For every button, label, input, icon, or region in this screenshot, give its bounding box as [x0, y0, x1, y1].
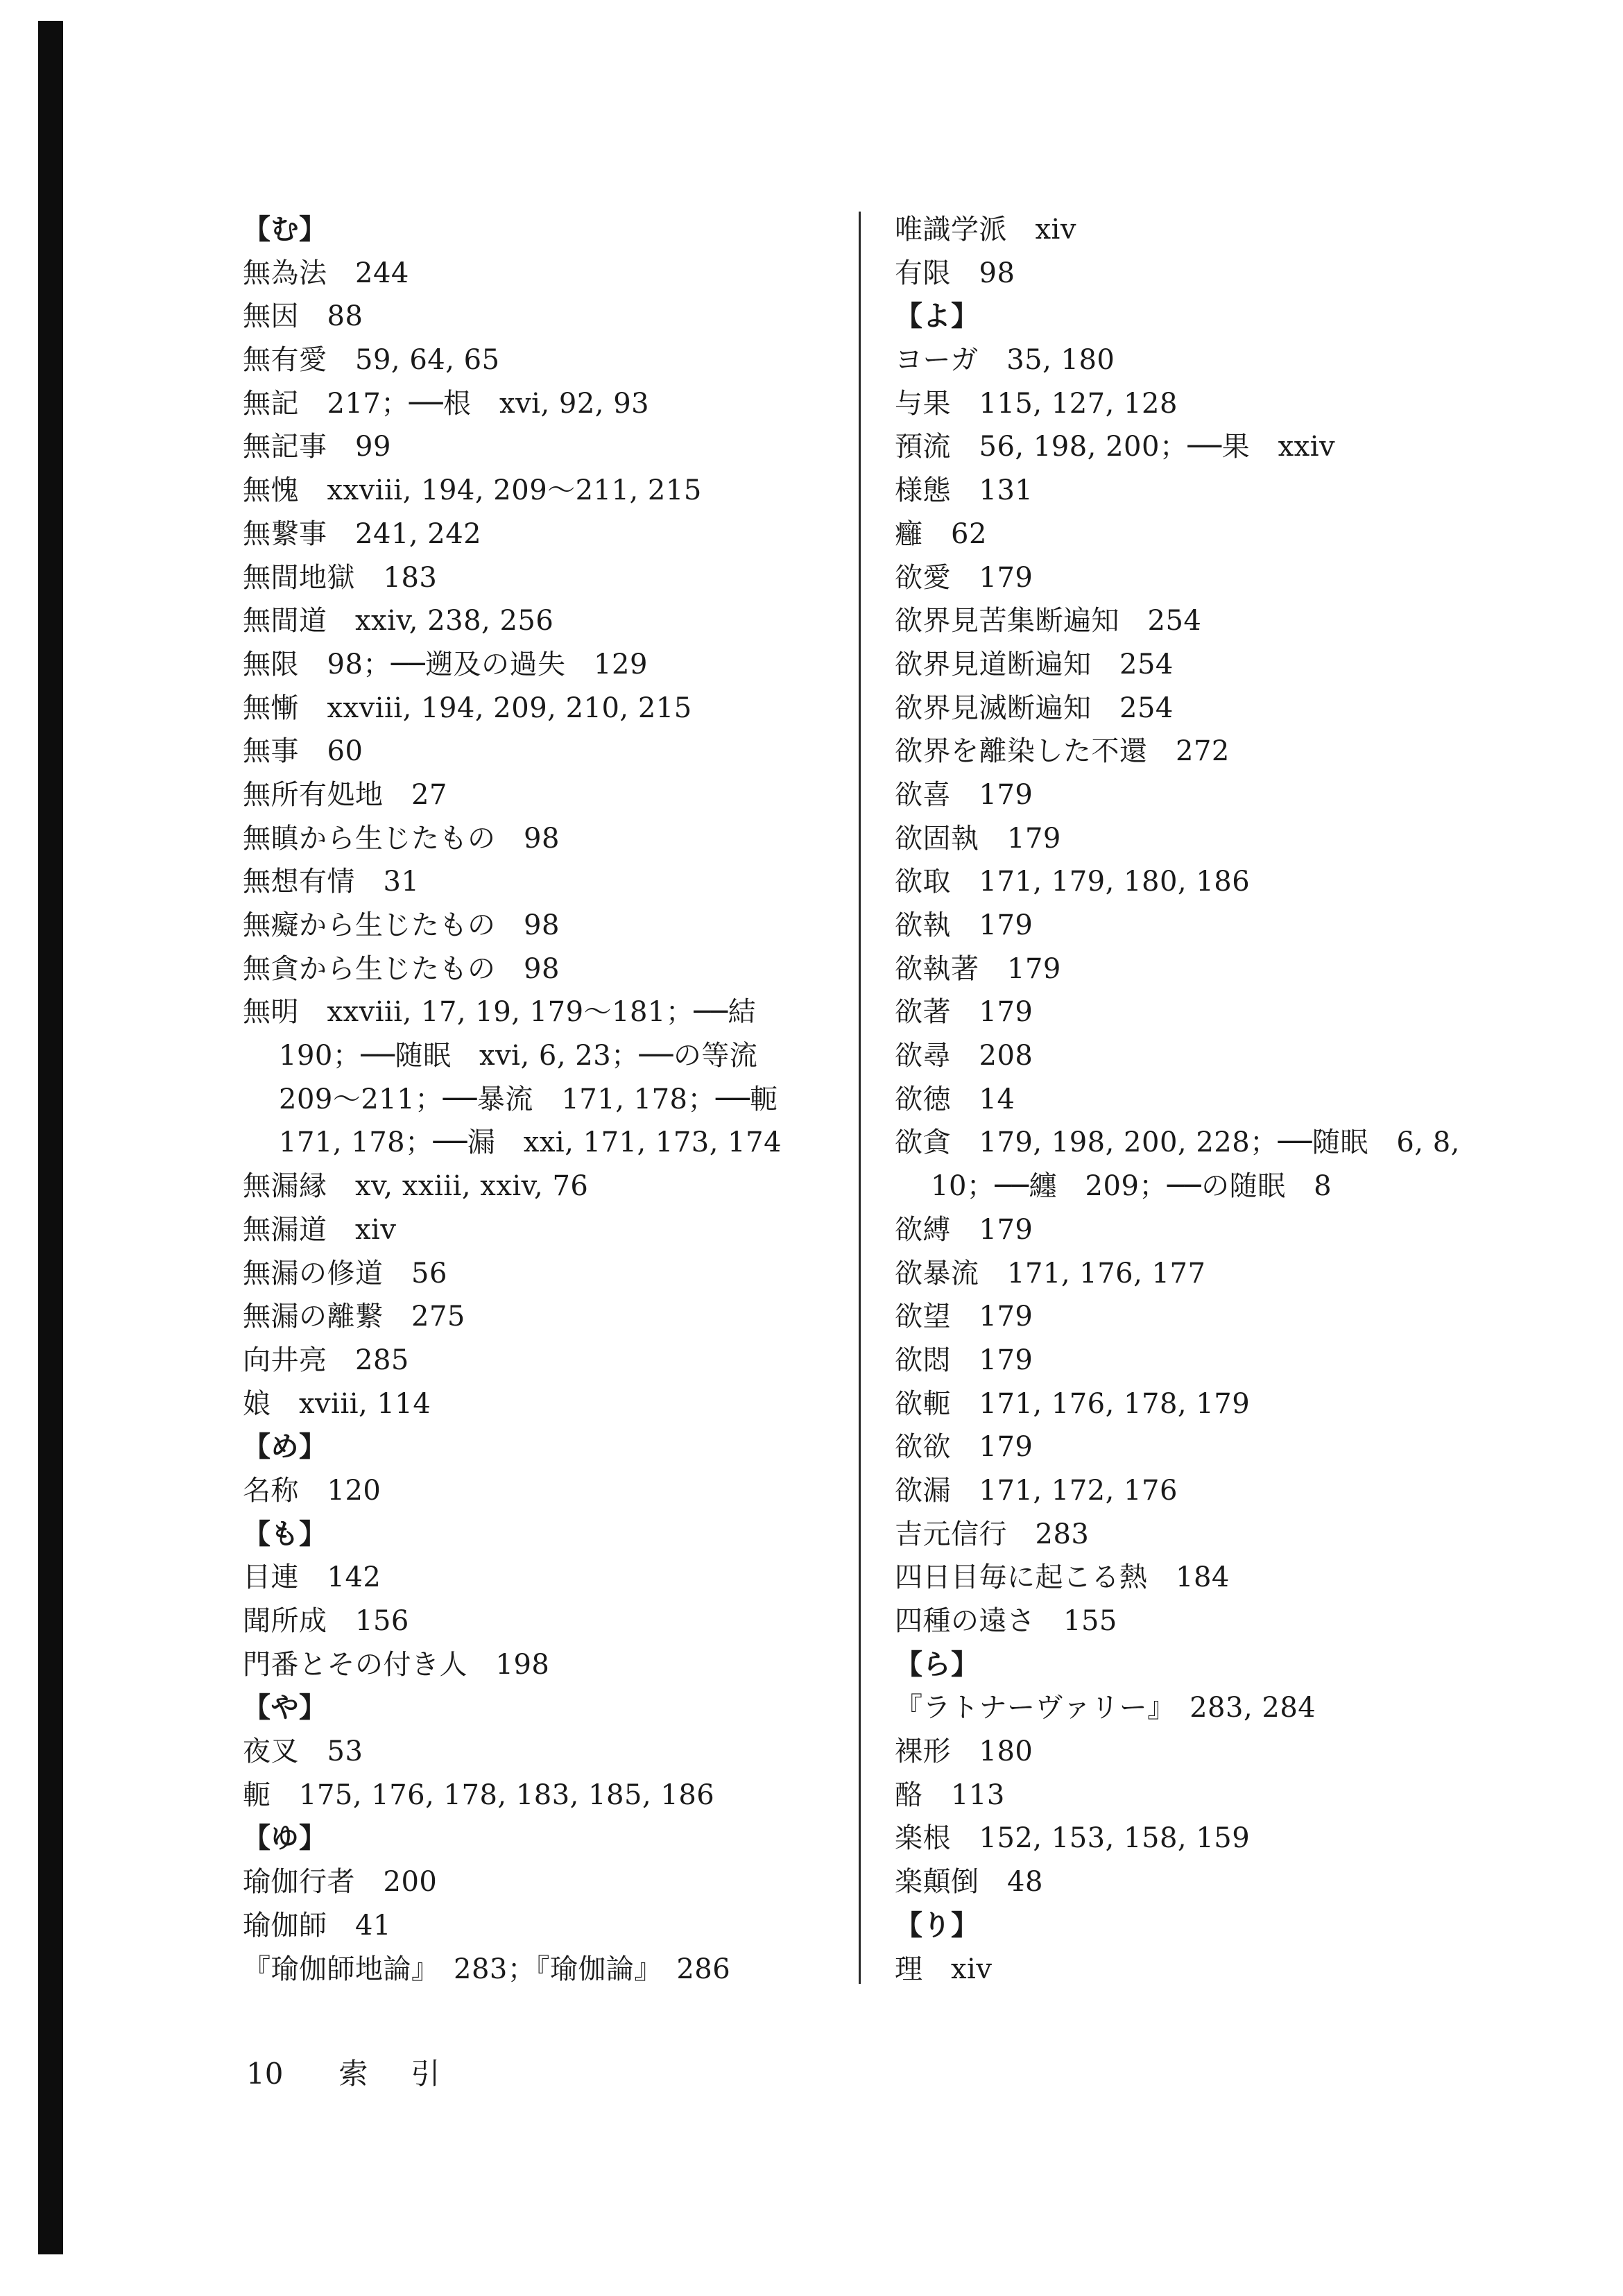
- section-header: 【ら】: [895, 1647, 979, 1681]
- index-entry: 唯識学派 xiv: [895, 214, 1076, 246]
- index-entry: 酪 113: [895, 1779, 1005, 1811]
- page-footer: [246, 2053, 483, 2095]
- section-header: 【も】: [243, 1517, 327, 1550]
- index-entry: 欲界見苦集断遍知 254: [895, 605, 1202, 637]
- index-entry: 無限 98；──遡及の過失 129: [243, 648, 648, 680]
- index-entry: 欲欲 179: [895, 1431, 1033, 1464]
- binding-edge: [38, 21, 63, 2254]
- index-entry: 欲暴流 171, 176, 177: [895, 1257, 1206, 1290]
- index-entry: 欲漏 171, 172, 176: [895, 1474, 1178, 1507]
- index-entry: 裸形 180: [895, 1736, 1033, 1768]
- index-entry: 無貪から生じたもの 98: [243, 952, 560, 985]
- index-entry: 楽根 152, 153, 158, 159: [895, 1822, 1251, 1855]
- index-entry: 無記事 99: [243, 431, 391, 463]
- index-entry: 与果 115, 127, 128: [895, 387, 1178, 420]
- index-entry: 向井亮 285: [243, 1344, 409, 1376]
- index-entry: 欲軛 171, 176, 178, 179: [895, 1387, 1251, 1420]
- index-entry: 欲徳 14: [895, 1083, 1015, 1115]
- index-entry: 四種の遠さ 155: [895, 1605, 1117, 1637]
- index-entry: 欲縛 179: [895, 1213, 1033, 1246]
- index-entry: 聞所成 156: [243, 1605, 409, 1637]
- index-entry: 欲悶 179: [895, 1344, 1033, 1376]
- index-entry: 無間道 xxiv, 238, 256: [243, 605, 554, 637]
- index-entry: 夜叉 53: [243, 1736, 363, 1768]
- section-header: 【む】: [243, 213, 327, 246]
- index-entry: 無明 xxviii, 17, 19, 179～181；──結: [243, 996, 757, 1029]
- index-entry: 欲界を離染した不還 272: [895, 735, 1230, 768]
- running-title: 索引: [338, 2057, 483, 2091]
- index-entry: 様態 131: [895, 474, 1033, 507]
- section-header: 【や】: [243, 1691, 327, 1724]
- section-header: 【ゆ】: [243, 1822, 327, 1855]
- index-entry: 欲執 179: [895, 909, 1033, 941]
- index-entry: 無所有処地 27: [243, 778, 447, 811]
- index-entry: 無漏縁 xv, xxiii, xxiv, 76: [243, 1170, 589, 1203]
- index-entry: 瑜伽行者 200: [243, 1866, 438, 1899]
- index-entry: 欲固執 179: [895, 822, 1061, 855]
- index-entry: 目連 142: [243, 1561, 381, 1594]
- column-divider: [859, 212, 861, 1984]
- index-entry: 欲執著 179: [895, 952, 1061, 985]
- index-entry: 欲著 179: [895, 996, 1033, 1029]
- index-column-left: [243, 208, 867, 1991]
- index-entry: 欲界見滅断遍知 254: [895, 692, 1174, 724]
- index-entry: 無漏の離繋 275: [243, 1301, 465, 1333]
- section-header: 【め】: [243, 1430, 327, 1464]
- index-entry: 欲界見道断遍知 254: [895, 648, 1174, 680]
- index-entry: 無漏の修道 56: [243, 1257, 447, 1290]
- index-entry: 吉元信行 283: [895, 1518, 1090, 1550]
- index-entry: 名称 120: [243, 1474, 381, 1507]
- index-entry-continuation: 209～211；──暴流 171, 178；──軛: [279, 1083, 778, 1115]
- page-number: 10: [246, 2057, 284, 2091]
- index-entry: 楽顛倒 48: [895, 1866, 1043, 1899]
- index-entry: 無繋事 241, 242: [243, 517, 482, 550]
- index-entry: 瑜伽師 41: [243, 1909, 391, 1942]
- index-entry: 癰 62: [895, 517, 987, 550]
- index-entry: 『ラトナーヴァリー』 283, 284: [895, 1692, 1316, 1724]
- index-entry: ヨーガ 35, 180: [895, 344, 1115, 377]
- index-entry: 無事 60: [243, 735, 363, 768]
- index-column-right: [895, 208, 1519, 1991]
- index-entry: 軛 175, 176, 178, 183, 185, 186: [243, 1779, 715, 1811]
- index-entry: 無間地獄 183: [243, 561, 438, 594]
- index-entry: 欲愛 179: [895, 561, 1033, 594]
- index-entry: 欲貪 179, 198, 200, 228；──随眠 6, 8,: [895, 1126, 1460, 1159]
- index-entry: 欲望 179: [895, 1301, 1033, 1333]
- index-entry: 欲喜 179: [895, 778, 1033, 811]
- index-entry: 無記 217；──根 xvi, 92, 93: [243, 387, 650, 420]
- index-entry: 有限 98: [895, 257, 1015, 289]
- index-entry-continuation: 171, 178；──漏 xxi, 171, 173, 174: [279, 1126, 782, 1159]
- index-entry: 無瞋から生じたもの 98: [243, 822, 560, 855]
- index-entry: 欲尋 208: [895, 1040, 1033, 1072]
- index-entry: 無漏道 xiv: [243, 1213, 397, 1246]
- index-entry: 無癡から生じたもの 98: [243, 909, 560, 941]
- index-entry: 無想有情 31: [243, 866, 420, 898]
- index-entry: 無愧 xxviii, 194, 209～211, 215: [243, 474, 702, 507]
- index-entry: 『瑜伽師地論』 283；『瑜伽論』 286: [243, 1953, 731, 1985]
- section-header: 【よ】: [895, 300, 979, 333]
- index-entry: 門番とその付き人 198: [243, 1648, 550, 1681]
- index-entry-continuation: 10；──纏 209；──の随眠 8: [931, 1170, 1332, 1203]
- index-entry: 無因 88: [243, 300, 363, 333]
- index-entry: 無為法 244: [243, 257, 409, 289]
- index-entry: 理 xiv: [895, 1953, 993, 1985]
- index-entry: 娘 xviii, 114: [243, 1387, 431, 1420]
- index-entry: 無有愛 59, 64, 65: [243, 344, 500, 377]
- section-header: 【り】: [895, 1908, 979, 1942]
- index-entry-continuation: 190；──随眠 xvi, 6, 23；──の等流: [279, 1040, 758, 1072]
- index-entry: 預流 56, 198, 200；──果 xxiv: [895, 431, 1336, 463]
- index-entry: 欲取 171, 179, 180, 186: [895, 866, 1251, 898]
- index-entry: 無慚 xxviii, 194, 209, 210, 215: [243, 692, 692, 724]
- index-entry: 四日目毎に起こる熱 184: [895, 1561, 1230, 1594]
